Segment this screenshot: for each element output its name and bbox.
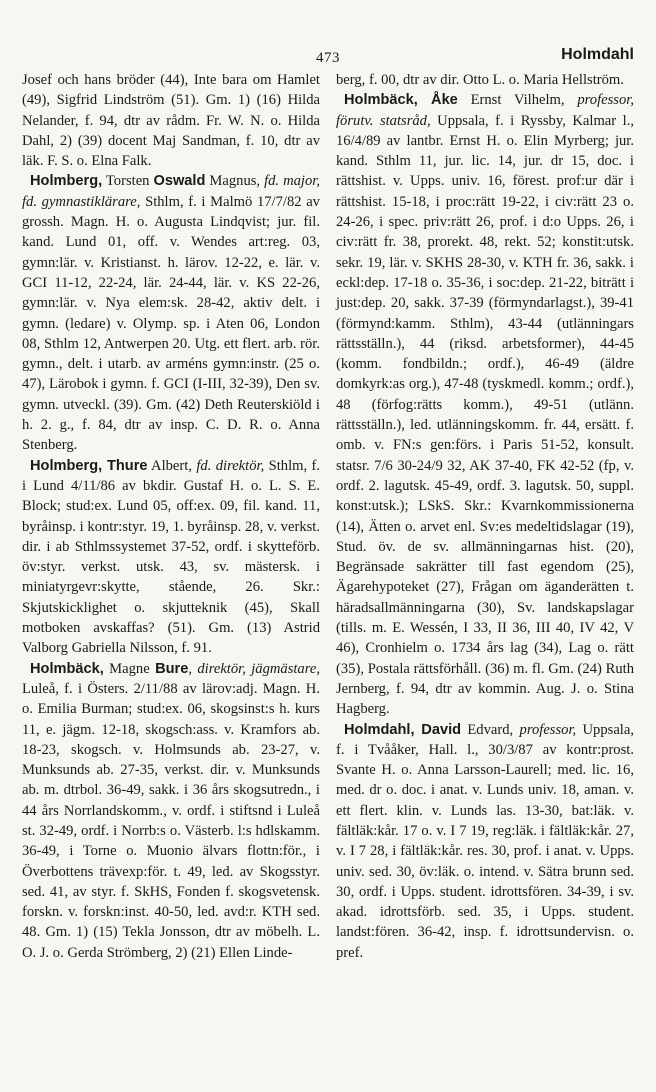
entry-given-names-rest: Magnus,: [205, 173, 261, 190]
entry-text: Luleå, f. i Östers. 2/11/88 av lärov:adj. Magn. H. o. Emilia Burman; stud:ex. 06, skogsinst:s h. kurs 11, e. jägm. 12-18, skogsch:ass. v. Kramfors ab. 18-23, skogsch. v. Holmsunds ab. 23-27, v. Munksunds ab. 27-35, verkst. dir. v. Munksunds ab. m. dtrbol. 36-49, sakk. i 36 års skogsutredn., i 44 års Norrlandskomm., v. ordf. i stiftsnd i Luleå st. 32-49, ordf. i Norrb:s o. Västerb. l:s hdlskamm. 36-49, i Torne o. Muonio älvars flottn:för., i Överbottens trävexp:för. t. 49, led. av Skogsstyr. sed. 41, av styr. f. SkHS, Fonden f. skogsvetensk. forskn. v. forskn:inst. 40-50, led. avd:r. KTH sed. 48. Gm. 1) (15) Tekla Jonsson, dtr av möbelh. L. O. J. o. Gerda Strömberg, 2) (21) Ellen Linde-: [22, 680, 320, 961]
entry-call-name: David: [414, 721, 462, 738]
entry-title: professor, förutv. statsråd,: [336, 92, 634, 129]
entry-given-names-rest: ,: [188, 660, 192, 677]
entry-surname: Holmdahl,: [344, 721, 415, 738]
entry-call-name: Bure: [155, 660, 189, 677]
entry-call-name: Thure: [102, 457, 148, 474]
entry-surname: Holmberg,: [30, 457, 103, 474]
running-head: Holmdahl: [561, 46, 634, 63]
entry-title: fd. major, fd. gymnastiklärare,: [22, 173, 320, 210]
entry-given-names-rest: Albert,: [147, 457, 192, 474]
entry-given-names-rest: Ernst Vilhelm,: [457, 92, 565, 109]
entry-text: Uppsala, f. i Ryssby, Kalmar l., 16/4/89 av lantbr. Ernst H. o. Elin Myrberg; jur. kand. Sthlm 11, jur. lic. 14, jur. dr 15, doc. i rättshist. v. Upps. univ. 16, förest. prof:ur där i rättshist. 15-18, i proc:rätt 19-22, i civ:rätt 23 o. 24-26, i spec. priv:rätt 26, prof. i d:o Upps. 26, i civ:rätt fr. 38, prorekt. 48, rekt. 52; konstit:utsk. sekr. 19, lär. v. SKHS 28-30, v. KTH fr. 36, sakk. i eckl:dep. 17-18 o. 35-36, i soc:dep. 21-22, biträtt i just:dep. 20, sakk. 37-39 (förmyndarlagst.), 39-41 (förmynd:kamm. Sthlm), 43-44 (utlänningars rättsställn.), 44 (riksd. arbetsformer), 44-45 (komm. fondbildn.; ordf.), 46-49 (äldre domkyrk:as org.), 47-48 (tyskmedl. komm.; ordf.), 48 (förfog:rätts komm.), 49-51 (utlänn. rättsställn.), led. utlänningskomm. fr. 44, ersätt. f. omb. v. FN:s gen:förs. i Paris 51-52, konsult. statsr. 7/6 30-24/9 32, AK 37-40, FK 42-52 (fp, v. ordf. 2. lagutsk. 45-49, ordf. 3. lagutsk. 50, suppl. konst:utsk.); LSkS. Skr.: Kvarnkommissionerna (14), Ätten o. arvet enl. Sv:es medeltidslagar (19), Stud. öv. de sv. allmänningarnas hist. (20), Begränsade sakrätter till fast egendom (25), Ägarehypoteket (27), Frågan om äganderätten t. häradsallmänningarna (30), Sv. landskapslagar (tills. m. E. Wessén, I 33, II 36, III 40, IV 42, V 46), Cronhielm o. 1734 års lag (34), Lag o. rätt (35), Postala rättsförhåll. (36) m. fl. Gm. (24) Ruth Jernberg, f. 94, dtr av kommin. Aug. J. o. Stina Hagberg.: [336, 112, 634, 718]
right-column: [336, 70, 634, 963]
entry-call-name: Oswald: [153, 173, 206, 190]
continuation-paragraph: Josef och hans bröder (44), Inte bara om Hamlet (49), Sigfrid Lindström (51). Gm. 1) (16) Hilda Nelander, f. 94, dtr av rådm. Fr. W. N. o. Hilda Dahl, 2) (39) docent Maj Sandman, f. 10, dtr av läk. F. S. o. Elna Falk.: [22, 72, 320, 170]
entry-given-names: Torsten: [102, 173, 154, 190]
entry-surname: Holmbäck,: [30, 660, 104, 677]
entry-given-names-rest: Edvard,: [461, 721, 514, 738]
entry-text: Uppsala, f. i Tvååker, Hall. l., 30/3/87 av kontr:prost. Svante H. o. Anna Larsson-Laurell; med. lic. 16, med. dr o. doc. i anat. v. Lunds univ. 18, aman. v. ett flert. klin. v. Lunds las. 13-30, bat:läk. v. fältläk:kår. 17 o. v. I 7 19, reg:läk. i fältläk:kår. 27, v. I 7 28, i fältläk:kår. res. 30, prof. i anat. v. Upps. univ. sed. 30, öv:läk. o. intend. v. Sätra brunn sed. 30, ordf. i Upps. student. idrottsfören. 34-39, i sv. akad. idrottsförb. sed. 35, i Upps. student. landst:fören. 36-42, insp. f. idrottsundervisn. o. pref.: [336, 721, 634, 961]
entry-surname: Holmbäck,: [344, 92, 418, 109]
entry-title: professor,: [513, 721, 577, 738]
page-number: 473: [316, 50, 340, 66]
entry-call-name: Åke: [417, 92, 458, 109]
entry-surname: Holmberg,: [30, 173, 103, 190]
biography-entry: [22, 659, 320, 963]
biography-entry: [22, 456, 320, 659]
biography-entry: [336, 90, 634, 719]
entry-title: direktör, jägmästare,: [191, 660, 320, 677]
continuation-paragraph: berg, f. 00, dtr av dir. Otto L. o. Maria Hellström.: [336, 72, 624, 88]
entry-text: Sthlm, f. i Malmö 17/7/82 av grossh. Magn. H. o. Augusta Lindqvist; jur. fil. kand. Lund 01, off. v. Wendes art:reg. 03, gymn:lär. v. Kristianst. h. lärov. 12-22, e. lär. v. GCI 11-12, 22-24, lär. 24-44, lär. v. KS 22-26, gymn:lär. v. Nya elem:sk. 28-42, aktiv delt. i gymn. (ledare) v. Olymp. sp. i Aten 06, London 08, Sthlm 12, Antwerpen 20. Utg. ett flert. arb. rör. gymn., delt. i utarb. av arméns gymn:instr. (25 o. 47), Lärobok i gymn. f. GCI (I-III, 32-39), Den sv. gymn. utveckl. (39). Gm. (42) Deth Reuterskiöld i h. 2. g., f. 84, dtr av insp. C. D. R. o. Anna Stenberg.: [22, 193, 320, 454]
entry-text: Sthlm, f. i Lund 4/11/86 av bkdir. Gustaf H. o. L. S. E. Block; stud:ex. Lund 05, off:ex. 09, fil. kand. 11, byråinsp. i kontr:styr. 19, 1. byråinsp. 28, v. verkst. dir. i ab Sthlmssystemet 37-52, ordf. i skytteförb. öv:styr. verkst. utsk. 43, sv. mästersk. i miniatyrgevr:skytte, stående, 26. Skr.: Skjutskicklighet o. skjutteknik (45), Skall motboken avskaffas? (51). Gm. (13) Astrid Valborg Gabriella Nilsson, f. 91.: [22, 457, 320, 657]
biography-entry: [336, 720, 634, 964]
biography-entry: [22, 171, 320, 455]
entry-given-names: Magne: [103, 660, 156, 677]
entry-title: fd. direktör,: [191, 457, 265, 474]
left-column: [22, 70, 320, 963]
